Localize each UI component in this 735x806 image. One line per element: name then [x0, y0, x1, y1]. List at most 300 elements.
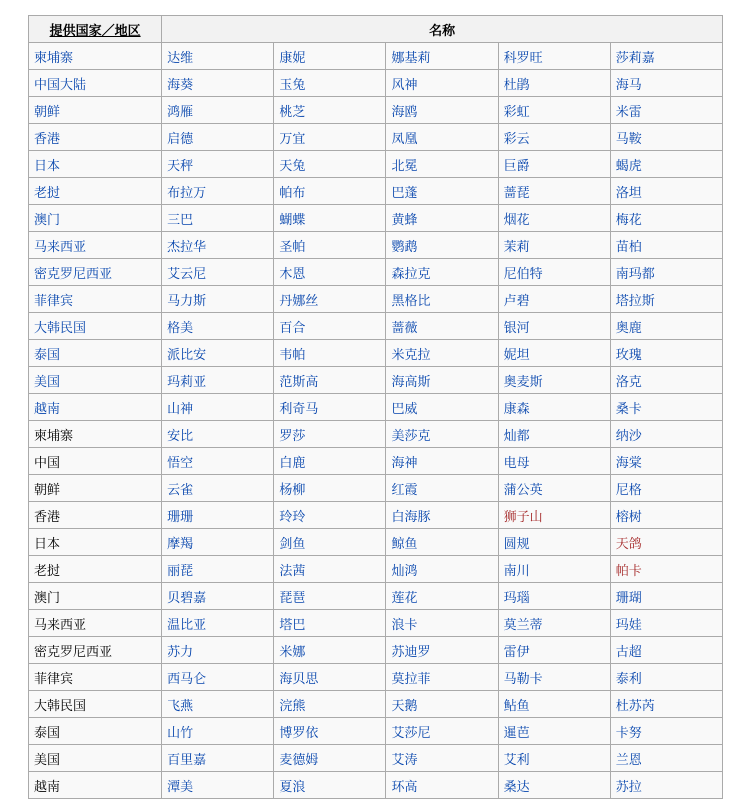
name-cell: [162, 124, 274, 151]
country-cell[interactable]: 澳门: [29, 205, 162, 232]
country-cell: 大韩民国: [29, 691, 162, 718]
name-cell: [386, 745, 498, 772]
typhoon-name-link[interactable]: 艾莎尼: [391, 725, 431, 741]
name-cell: [386, 340, 498, 367]
typhoon-name-link[interactable]: 艾涛: [391, 752, 418, 768]
name-cell: [274, 718, 386, 745]
table-row: [29, 367, 723, 394]
name-cell: [386, 610, 498, 637]
typhoon-name-link[interactable]: 利奇马: [279, 401, 319, 417]
name-cell: [610, 205, 722, 232]
name-cell: [498, 529, 610, 556]
name-cell: [386, 691, 498, 718]
typhoon-name-link[interactable]: 杜苏芮: [615, 698, 655, 714]
typhoon-name-link[interactable]: 尼伯特: [503, 266, 543, 282]
typhoon-name-link[interactable]: 马力斯: [167, 293, 207, 309]
typhoon-name-link[interactable]: 妮坦: [503, 347, 530, 363]
country-column-header[interactable]: 提供国家／地区: [29, 16, 162, 43]
typhoon-name-link[interactable]: 海贝思: [279, 671, 319, 687]
typhoon-name-link[interactable]: 剑鱼: [279, 536, 306, 552]
name-cell: [498, 556, 610, 583]
typhoon-name-link[interactable]: 玛娃: [615, 617, 642, 633]
typhoon-name-link[interactable]: 玲玲: [279, 509, 306, 525]
country-cell[interactable]: 老挝: [29, 178, 162, 205]
country-cell: 柬埔寨: [29, 421, 162, 448]
typhoon-name-link[interactable]: 巴蓬: [391, 185, 418, 201]
table-row: [29, 151, 723, 178]
name-cell: [386, 124, 498, 151]
country-cell[interactable]: 大韩民国: [29, 313, 162, 340]
name-cell: [610, 583, 722, 610]
typhoon-name-link[interactable]: 米雷: [615, 104, 642, 120]
table-row: [29, 97, 723, 124]
name-cell: [386, 421, 498, 448]
typhoon-name-link[interactable]: 莫拉菲: [391, 671, 431, 687]
typhoon-name-link[interactable]: 摩羯: [167, 536, 194, 552]
name-cell: [162, 637, 274, 664]
typhoon-name-link[interactable]: 科罗旺: [503, 50, 543, 66]
typhoon-name-link[interactable]: 洛克: [615, 374, 642, 390]
name-cell: [610, 745, 722, 772]
name-cell: [274, 610, 386, 637]
name-cell: [386, 664, 498, 691]
country-cell[interactable]: 菲律宾: [29, 286, 162, 313]
typhoon-name-link[interactable]: 浪卡: [391, 617, 418, 633]
country-cell[interactable]: 马来西亚: [29, 232, 162, 259]
name-cell: [162, 232, 274, 259]
name-cell: [274, 286, 386, 313]
typhoon-name-link[interactable]: 蝎虎: [615, 158, 642, 174]
table-row: [29, 394, 723, 421]
table-row: [29, 556, 723, 583]
typhoon-name-link[interactable]: 温比亚: [167, 617, 207, 633]
name-cell: [610, 394, 722, 421]
name-cell: [274, 502, 386, 529]
typhoon-name-link[interactable]: 娜基莉: [391, 50, 431, 66]
name-cell: [498, 313, 610, 340]
name-cell: [386, 637, 498, 664]
typhoon-name-link[interactable]: 法茜: [279, 563, 306, 579]
typhoon-name-link[interactable]: 电母: [503, 455, 530, 471]
name-cell: [162, 259, 274, 286]
name-cell: [386, 313, 498, 340]
typhoon-name-link[interactable]: 彩虹: [503, 104, 530, 120]
name-cell: [162, 340, 274, 367]
typhoon-name-link[interactable]: 鲇鱼: [503, 698, 530, 714]
typhoon-name-link[interactable]: 米克拉: [391, 347, 431, 363]
typhoon-name-link[interactable]: 丹娜丝: [279, 293, 319, 309]
typhoon-name-link[interactable]: 格美: [167, 320, 194, 336]
typhoon-name-link[interactable]: 莫兰蒂: [503, 617, 543, 633]
country-cell[interactable]: 朝鲜: [29, 97, 162, 124]
name-cell: [386, 286, 498, 313]
name-cell: [610, 178, 722, 205]
name-cell: [162, 529, 274, 556]
name-cell: [162, 691, 274, 718]
name-cell: [162, 97, 274, 124]
typhoon-name-link[interactable]: 卢碧: [503, 293, 530, 309]
table-row: [29, 772, 723, 799]
name-cell: [386, 394, 498, 421]
name-cell: [498, 259, 610, 286]
typhoon-name-link[interactable]: 蒲公英: [503, 482, 543, 498]
typhoon-name-link[interactable]: 马勒卡: [503, 671, 543, 687]
name-cell: [610, 43, 722, 70]
header-row: [29, 16, 723, 43]
typhoon-name-link[interactable]: 圣帕: [279, 239, 306, 255]
table-row: [29, 70, 723, 97]
typhoon-name-link[interactable]: 暹芭: [503, 725, 530, 741]
typhoon-name-link[interactable]: 范斯高: [279, 374, 319, 390]
name-cell: [274, 394, 386, 421]
country-cell[interactable]: 日本: [29, 151, 162, 178]
typhoon-name-link[interactable]: 梅花: [615, 212, 642, 228]
typhoon-name-link[interactable]: 山竹: [167, 725, 194, 741]
typhoon-name-link[interactable]: 苏迪罗: [391, 644, 431, 660]
typhoon-name-link[interactable]: 海葵: [167, 77, 194, 93]
name-cell: [162, 286, 274, 313]
name-cell: [274, 691, 386, 718]
typhoon-name-link[interactable]: 杜鹃: [503, 77, 530, 93]
typhoon-name-link[interactable]: 丽琵: [167, 563, 194, 579]
name-cell: [274, 178, 386, 205]
name-cell: [274, 637, 386, 664]
typhoon-name-link[interactable]: 桑达: [503, 779, 530, 795]
name-cell: [386, 259, 498, 286]
typhoon-name-link[interactable]: 万宜: [279, 131, 306, 147]
table-row: [29, 664, 723, 691]
country-cell: 美国: [29, 745, 162, 772]
typhoon-name-link[interactable]: 巨爵: [503, 158, 530, 174]
name-cell: [274, 448, 386, 475]
name-cell: [274, 124, 386, 151]
name-cell: [162, 421, 274, 448]
typhoon-name-link[interactable]: 鸿雁: [167, 104, 194, 120]
name-cell: [274, 475, 386, 502]
typhoon-name-link[interactable]: 天鹅: [391, 698, 418, 714]
name-cell: [162, 502, 274, 529]
typhoon-name-link[interactable]: 安比: [167, 428, 194, 444]
name-cell: [498, 205, 610, 232]
typhoon-name-link[interactable]: 玫瑰: [615, 347, 642, 363]
typhoon-name-link[interactable]: 凤凰: [391, 131, 418, 147]
name-cell: [386, 70, 498, 97]
typhoon-name-link[interactable]: 古超: [615, 644, 642, 660]
name-cell: [386, 232, 498, 259]
name-cell: [386, 178, 498, 205]
typhoon-name-redlink[interactable]: 帕卡: [615, 563, 642, 579]
name-cell: [274, 529, 386, 556]
name-cell: [386, 718, 498, 745]
typhoon-name-link[interactable]: 珊瑚: [615, 590, 642, 606]
name-cell: [386, 97, 498, 124]
name-cell: [610, 232, 722, 259]
typhoon-name-link[interactable]: 苗柏: [615, 239, 642, 255]
table-row: [29, 205, 723, 232]
table-row: [29, 610, 723, 637]
name-cell: [498, 664, 610, 691]
typhoon-name-link[interactable]: 天秤: [167, 158, 194, 174]
typhoon-name-link[interactable]: 兰恩: [615, 752, 642, 768]
typhoon-name-link[interactable]: 尼格: [615, 482, 642, 498]
typhoon-name-link[interactable]: 蝴蝶: [279, 212, 306, 228]
typhoon-name-link[interactable]: 奥鹿: [615, 320, 642, 336]
typhoon-name-link[interactable]: 潭美: [167, 779, 194, 795]
typhoon-name-link[interactable]: 珊珊: [167, 509, 194, 525]
name-cell: [162, 664, 274, 691]
typhoon-names-table: [28, 15, 723, 799]
typhoon-name-link[interactable]: 康森: [503, 401, 530, 417]
typhoon-name-link[interactable]: 塔拉斯: [615, 293, 655, 309]
typhoon-name-link[interactable]: 灿都: [503, 428, 530, 444]
typhoon-name-link[interactable]: 塔巴: [279, 617, 306, 633]
name-cell: [386, 475, 498, 502]
typhoon-name-link[interactable]: 黄蜂: [391, 212, 418, 228]
typhoon-name-link[interactable]: 韦帕: [279, 347, 306, 363]
typhoon-name-link[interactable]: 南玛都: [615, 266, 655, 282]
typhoon-name-link[interactable]: 灿鸿: [391, 563, 418, 579]
table-row: [29, 421, 723, 448]
name-cell: [162, 448, 274, 475]
typhoon-name-link[interactable]: 米娜: [279, 644, 306, 660]
country-cell: 老挝: [29, 556, 162, 583]
name-cell: [498, 583, 610, 610]
country-cell: 日本: [29, 529, 162, 556]
table-row: [29, 232, 723, 259]
typhoon-name-link[interactable]: 百里嘉: [167, 752, 207, 768]
typhoon-name-link[interactable]: 巴威: [391, 401, 418, 417]
country-cell: 中国: [29, 448, 162, 475]
typhoon-name-link[interactable]: 贝碧嘉: [167, 590, 207, 606]
typhoon-name-redlink[interactable]: 天鸽: [615, 536, 642, 552]
name-cell: [498, 178, 610, 205]
name-cell: [610, 367, 722, 394]
typhoon-name-link[interactable]: 布拉万: [167, 185, 207, 201]
typhoon-name-link[interactable]: 天兔: [279, 158, 306, 174]
country-cell[interactable]: 香港: [29, 124, 162, 151]
typhoon-name-link[interactable]: 鲸鱼: [391, 536, 418, 552]
name-cell: [386, 529, 498, 556]
country-cell[interactable]: 泰国: [29, 340, 162, 367]
typhoon-name-link[interactable]: 百合: [279, 320, 306, 336]
typhoon-name-link[interactable]: 玛瑙: [503, 590, 530, 606]
table-row: [29, 583, 723, 610]
name-cell: [162, 772, 274, 799]
name-cell: [274, 772, 386, 799]
typhoon-name-link[interactable]: 风神: [391, 77, 418, 93]
name-cell: [386, 556, 498, 583]
typhoon-name-link[interactable]: 海神: [391, 455, 418, 471]
typhoon-name-link[interactable]: 三巴: [167, 212, 194, 228]
typhoon-name-link[interactable]: 康妮: [279, 50, 306, 66]
typhoon-name-link[interactable]: 鹦鹉: [391, 239, 418, 255]
typhoon-name-link[interactable]: 北冕: [391, 158, 418, 174]
typhoon-name-link[interactable]: 卡努: [615, 725, 642, 741]
name-cell: [386, 151, 498, 178]
table-row: [29, 340, 723, 367]
typhoon-name-link[interactable]: 银河: [503, 320, 530, 336]
table-row: [29, 745, 723, 772]
country-cell: 泰国: [29, 718, 162, 745]
name-cell: [274, 205, 386, 232]
country-cell[interactable]: 密克罗尼西亚: [29, 259, 162, 286]
name-cell: [274, 97, 386, 124]
name-cell: [498, 475, 610, 502]
name-cell: [610, 502, 722, 529]
name-cell: [610, 610, 722, 637]
typhoon-name-link[interactable]: 悟空: [167, 455, 194, 471]
name-cell: [498, 610, 610, 637]
typhoon-name-link[interactable]: 启德: [167, 131, 194, 147]
typhoon-name-link[interactable]: 森拉克: [391, 266, 431, 282]
country-cell: 菲律宾: [29, 664, 162, 691]
table-row: [29, 718, 723, 745]
typhoon-name-link[interactable]: 苏拉: [615, 779, 642, 795]
typhoon-name-link[interactable]: 麦德姆: [279, 752, 319, 768]
typhoon-name-link[interactable]: 罗莎: [279, 428, 306, 444]
typhoon-name-link[interactable]: 山神: [167, 401, 194, 417]
typhoon-name-link[interactable]: 杨柳: [279, 482, 306, 498]
name-cell: [386, 772, 498, 799]
name-cell: [162, 556, 274, 583]
name-cell: [498, 502, 610, 529]
typhoon-name-link[interactable]: 帕布: [279, 185, 306, 201]
table-row: [29, 691, 723, 718]
name-cell: [610, 286, 722, 313]
typhoon-name-link[interactable]: 夏浪: [279, 779, 306, 795]
name-cell: [498, 772, 610, 799]
name-cell: [610, 259, 722, 286]
country-cell[interactable]: 柬埔寨: [29, 43, 162, 70]
typhoon-name-link[interactable]: 达维: [167, 50, 194, 66]
typhoon-name-link[interactable]: 茉莉: [503, 239, 530, 255]
typhoon-name-link[interactable]: 艾云尼: [167, 266, 207, 282]
typhoon-name-link[interactable]: 泰利: [615, 671, 642, 687]
typhoon-name-link[interactable]: 白海豚: [391, 509, 431, 525]
name-cell: [386, 502, 498, 529]
name-cell: [274, 664, 386, 691]
typhoon-name-link[interactable]: 木恩: [279, 266, 306, 282]
name-cell: [162, 394, 274, 421]
typhoon-name-link[interactable]: 洛坦: [615, 185, 642, 201]
typhoon-name-link[interactable]: 圆规: [503, 536, 530, 552]
name-cell: [274, 556, 386, 583]
table-row: [29, 43, 723, 70]
typhoon-name-link[interactable]: 玛莉亚: [167, 374, 207, 390]
country-cell[interactable]: 美国: [29, 367, 162, 394]
name-cell: [498, 637, 610, 664]
name-cell: [274, 70, 386, 97]
name-cell: [610, 124, 722, 151]
name-cell: [274, 340, 386, 367]
typhoon-name-link[interactable]: 西马仑: [167, 671, 207, 687]
table-row: [29, 475, 723, 502]
name-cell: [498, 232, 610, 259]
name-cell: [498, 70, 610, 97]
typhoon-name-link[interactable]: 飞燕: [167, 698, 194, 714]
typhoon-name-link[interactable]: 海鸥: [391, 104, 418, 120]
typhoon-name-link[interactable]: 红霞: [391, 482, 418, 498]
typhoon-name-link[interactable]: 莎莉嘉: [615, 50, 655, 66]
name-cell: [162, 151, 274, 178]
name-cell: [610, 151, 722, 178]
table-row: [29, 502, 723, 529]
country-cell: 越南: [29, 772, 162, 799]
typhoon-name-link[interactable]: 彩云: [503, 131, 530, 147]
name-cell: [274, 259, 386, 286]
typhoon-name-link[interactable]: 浣熊: [279, 698, 306, 714]
typhoon-name-link[interactable]: 海马: [615, 77, 642, 93]
name-cell: [162, 313, 274, 340]
typhoon-name-link[interactable]: 桃芝: [279, 104, 306, 120]
typhoon-name-link[interactable]: 雷伊: [503, 644, 530, 660]
name-cell: [498, 394, 610, 421]
name-cell: [498, 421, 610, 448]
name-cell: [162, 367, 274, 394]
name-cell: [610, 70, 722, 97]
name-cell: [610, 718, 722, 745]
typhoon-name-link[interactable]: 蔷琵: [503, 185, 530, 201]
table-body: [29, 43, 723, 799]
typhoon-name-link[interactable]: 白鹿: [279, 455, 306, 471]
typhoon-name-link[interactable]: 榕树: [615, 509, 642, 525]
typhoon-name-redlink[interactable]: 狮子山: [503, 509, 543, 525]
name-cell: [274, 745, 386, 772]
name-cell: [610, 448, 722, 475]
name-cell: [610, 421, 722, 448]
typhoon-name-link[interactable]: 艾利: [503, 752, 530, 768]
country-cell: 香港: [29, 502, 162, 529]
table-row: [29, 178, 723, 205]
name-cell: [162, 718, 274, 745]
name-cell: [274, 43, 386, 70]
typhoon-name-link[interactable]: 黑格比: [391, 293, 431, 309]
typhoon-name-link[interactable]: 奥麦斯: [503, 374, 543, 390]
country-cell[interactable]: 中国大陆: [29, 70, 162, 97]
country-cell[interactable]: 越南: [29, 394, 162, 421]
typhoon-name-link[interactable]: 莲花: [391, 590, 418, 606]
typhoon-name-link[interactable]: 海高斯: [391, 374, 431, 390]
typhoon-name-link[interactable]: 派比安: [167, 347, 207, 363]
typhoon-name-link[interactable]: 琵琶: [279, 590, 306, 606]
typhoon-name-link[interactable]: 烟花: [503, 212, 530, 228]
name-cell: [386, 205, 498, 232]
table-row: [29, 529, 723, 556]
name-cell: [610, 475, 722, 502]
typhoon-name-link[interactable]: 杰拉华: [167, 239, 207, 255]
table-row: [29, 313, 723, 340]
typhoon-name-link[interactable]: 马鞍: [615, 131, 642, 147]
typhoon-name-link[interactable]: 博罗依: [279, 725, 319, 741]
typhoon-name-link[interactable]: 玉兔: [279, 77, 306, 93]
name-cell: [610, 97, 722, 124]
name-cell: [610, 691, 722, 718]
typhoon-name-link[interactable]: 环高: [391, 779, 418, 795]
typhoon-name-link[interactable]: 海棠: [615, 455, 642, 471]
name-cell: [162, 583, 274, 610]
typhoon-name-link[interactable]: 云雀: [167, 482, 194, 498]
name-cell: [498, 367, 610, 394]
typhoon-name-link[interactable]: 美莎克: [391, 428, 431, 444]
table-row: [29, 124, 723, 151]
typhoon-name-link[interactable]: 桑卡: [615, 401, 642, 417]
typhoon-name-link[interactable]: 苏力: [167, 644, 194, 660]
typhoon-name-link[interactable]: 蔷薇: [391, 320, 418, 336]
typhoon-name-link[interactable]: 南川: [503, 563, 530, 579]
name-cell: [386, 583, 498, 610]
name-cell: [162, 610, 274, 637]
typhoon-name-link[interactable]: 纳沙: [615, 428, 642, 444]
